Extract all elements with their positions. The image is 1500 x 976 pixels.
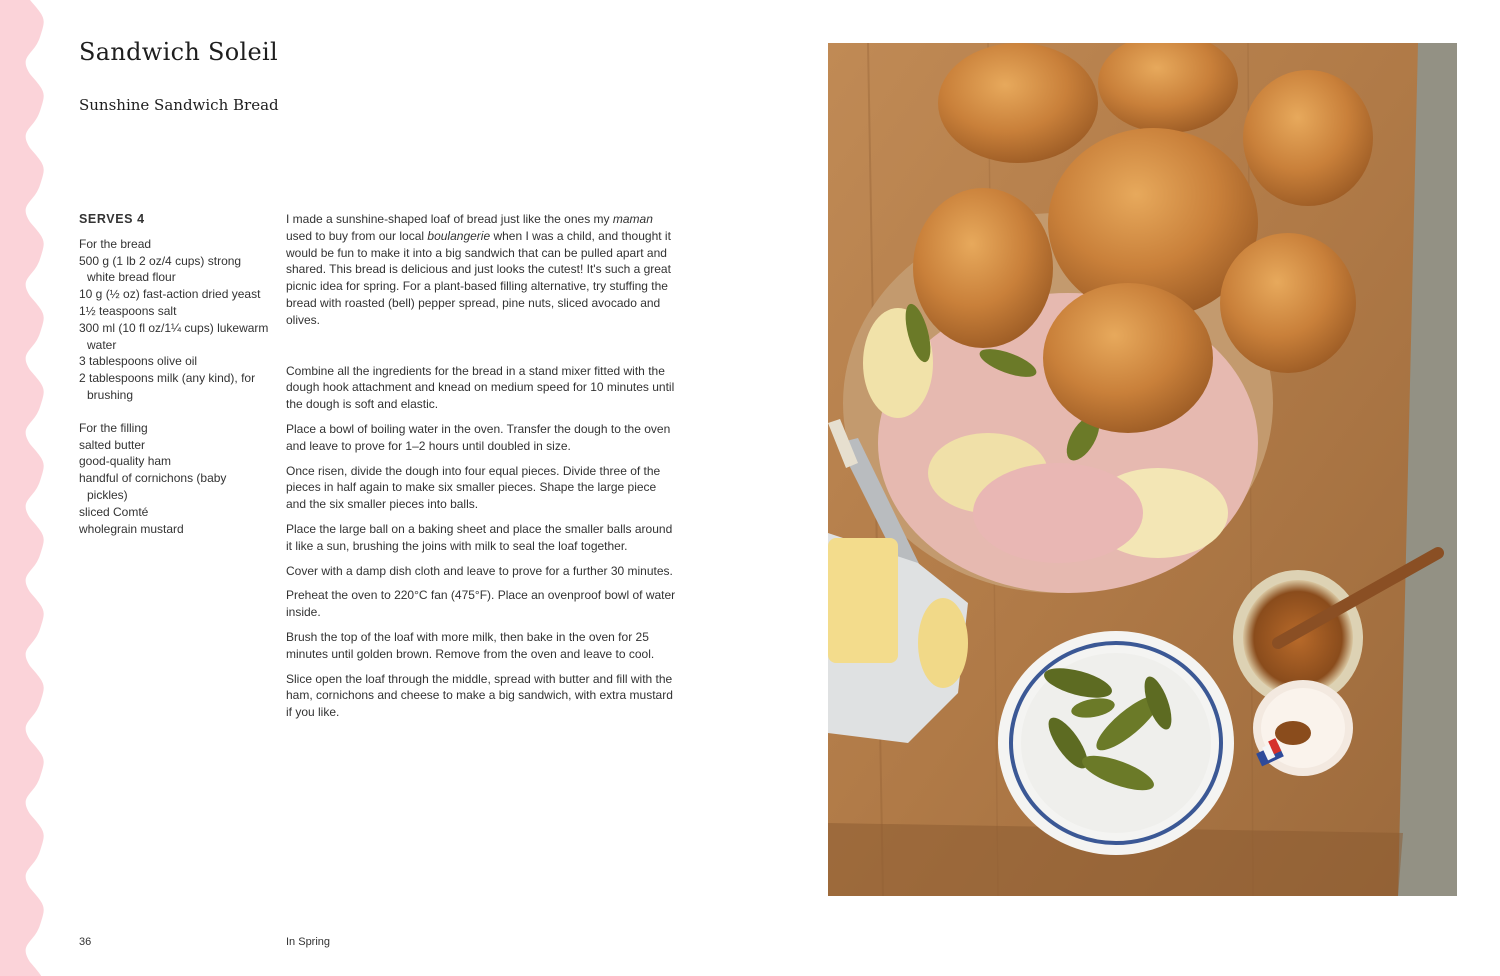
- filling-heading: For the filling: [79, 420, 148, 435]
- ingredient-item: good-quality ham: [79, 454, 172, 469]
- method-step: Place a bowl of boiling water in the oven. Transfer the dough to the oven and leave to prove for 1–2 hours until doubled in size.: [286, 421, 671, 453]
- ingredient-item: 500 g (1 lb 2 oz/4 cups) strong white bread flour: [79, 253, 242, 285]
- page-number: 36: [79, 936, 92, 948]
- serves-label: SERVES 4: [79, 212, 145, 226]
- ingredient-item: 2 tablespoons milk (any kind), for brushing: [79, 371, 256, 402]
- ingredient-item: wholegrain mustard: [79, 521, 184, 536]
- ingredient-item: sliced Comté: [79, 504, 149, 519]
- method-step: Slice open the loaf through the middle, spread with butter and fill with the ham, cornichons and cheese to make a big sandwich, with extra mustard if you like.: [286, 671, 673, 720]
- ingredient-item: 1½ teaspoons salt: [79, 303, 177, 318]
- filling-ingredients: [79, 420, 269, 538]
- section-name: In Spring: [286, 936, 331, 948]
- method-column: [286, 211, 676, 729]
- recipe-subtitle: Sunshine Sandwich Bread: [79, 96, 279, 114]
- ingredients-column: [79, 211, 269, 553]
- method-step: Brush the top of the loaf with more milk, then bake in the oven for 25 minutes until golden brown. Remove from the oven and leave to cool.: [286, 629, 655, 661]
- ingredient-item: handful of cornichons (baby pickles): [79, 471, 227, 502]
- ingredient-item: salted butter: [79, 437, 146, 452]
- ingredient-item: 10 g (½ oz) fast-action dried yeast: [79, 287, 261, 302]
- method-step: Combine all the ingredients for the bread in a stand mixer fitted with the dough hook attachment and knead on medium speed for 10 minutes until the dough is soft and elastic.: [286, 363, 675, 412]
- method-step: Place the large ball on a baking sheet and place the smaller balls around it like a sun, brushing the joins with milk to seal the loaf together.: [286, 521, 673, 553]
- sandwich-photo: [828, 43, 1457, 896]
- method-step: Preheat the oven to 220°C fan (475°F). Place an ovenproof bowl of water inside.: [286, 588, 676, 620]
- bread-heading: For the bread: [79, 236, 152, 251]
- method-step: Cover with a damp dish cloth and leave to prove for a further 30 minutes.: [286, 563, 673, 578]
- method-step: Once risen, divide the dough into four equal pieces. Divide three of the pieces in half again to make six smaller pieces. Shape the large piece and the six smaller pieces into balls.: [286, 463, 661, 512]
- decorative-pink-wave: [0, 0, 60, 976]
- ingredient-item: 3 tablespoons olive oil: [79, 354, 198, 369]
- recipe-title: Sandwich Soleil: [79, 38, 278, 66]
- ingredient-item: 300 ml (10 fl oz/1¼ cups) lukewarm water: [79, 320, 269, 352]
- bread-ingredients: [79, 236, 269, 404]
- intro-paragraph: I made a sunshine-shaped loaf of bread just like the ones my maman used to buy from our local boulangerie when I was a child, and thought it would be fun to make it into a big sandwich that can be pulled apart and shared. This bread is delicious and just looks the cutest! It's such a great picnic idea for spring. For a plant-based filling alternative, try stuffing the bread with roasted (bell) pepper spread, pine nuts, sliced avocado and olives.: [286, 212, 671, 327]
